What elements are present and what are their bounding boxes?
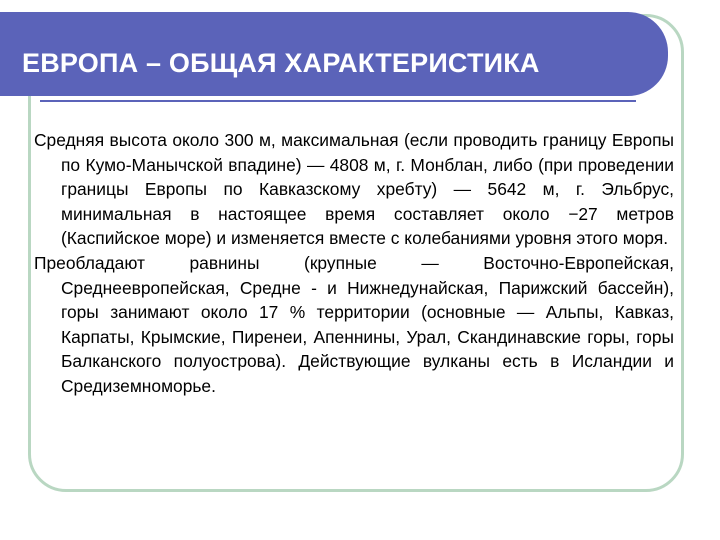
title-underline bbox=[40, 100, 636, 102]
title-bar bbox=[0, 12, 668, 96]
slide-content bbox=[34, 128, 674, 399]
slide-title: ЕВРОПА – ОБЩАЯ ХАРАКТЕРИСТИКА bbox=[22, 48, 540, 78]
paragraph-relief: Преобладают равнины (крупные — Восточно-Европейская, Среднеевропейская, Средне - и Нижнедунайская, Парижский бассейн), горы занимают около 17 % территории (основные — Альпы, Кавказ, Карпаты, Крымские, Пиренеи, Апеннины, Урал, Скандинавские горы, горы Балканского полуострова). Действующие вулканы есть в Исландии и Средиземноморье. bbox=[34, 252, 674, 396]
paragraph-elevation: Средняя высота около 300 м, максимальная (если проводить границу Европы по Кумо-Манычской впадине) — 4808 м, г. Монблан, либо (при проведении границы Европы по Кавказскому хребту) — 5642 м, г. Эльбрус, минимальная в настоящее время составляет около −27 метров (Каспийское море) и изменяется вместе с колебаниями уровня этого моря. bbox=[34, 130, 674, 249]
